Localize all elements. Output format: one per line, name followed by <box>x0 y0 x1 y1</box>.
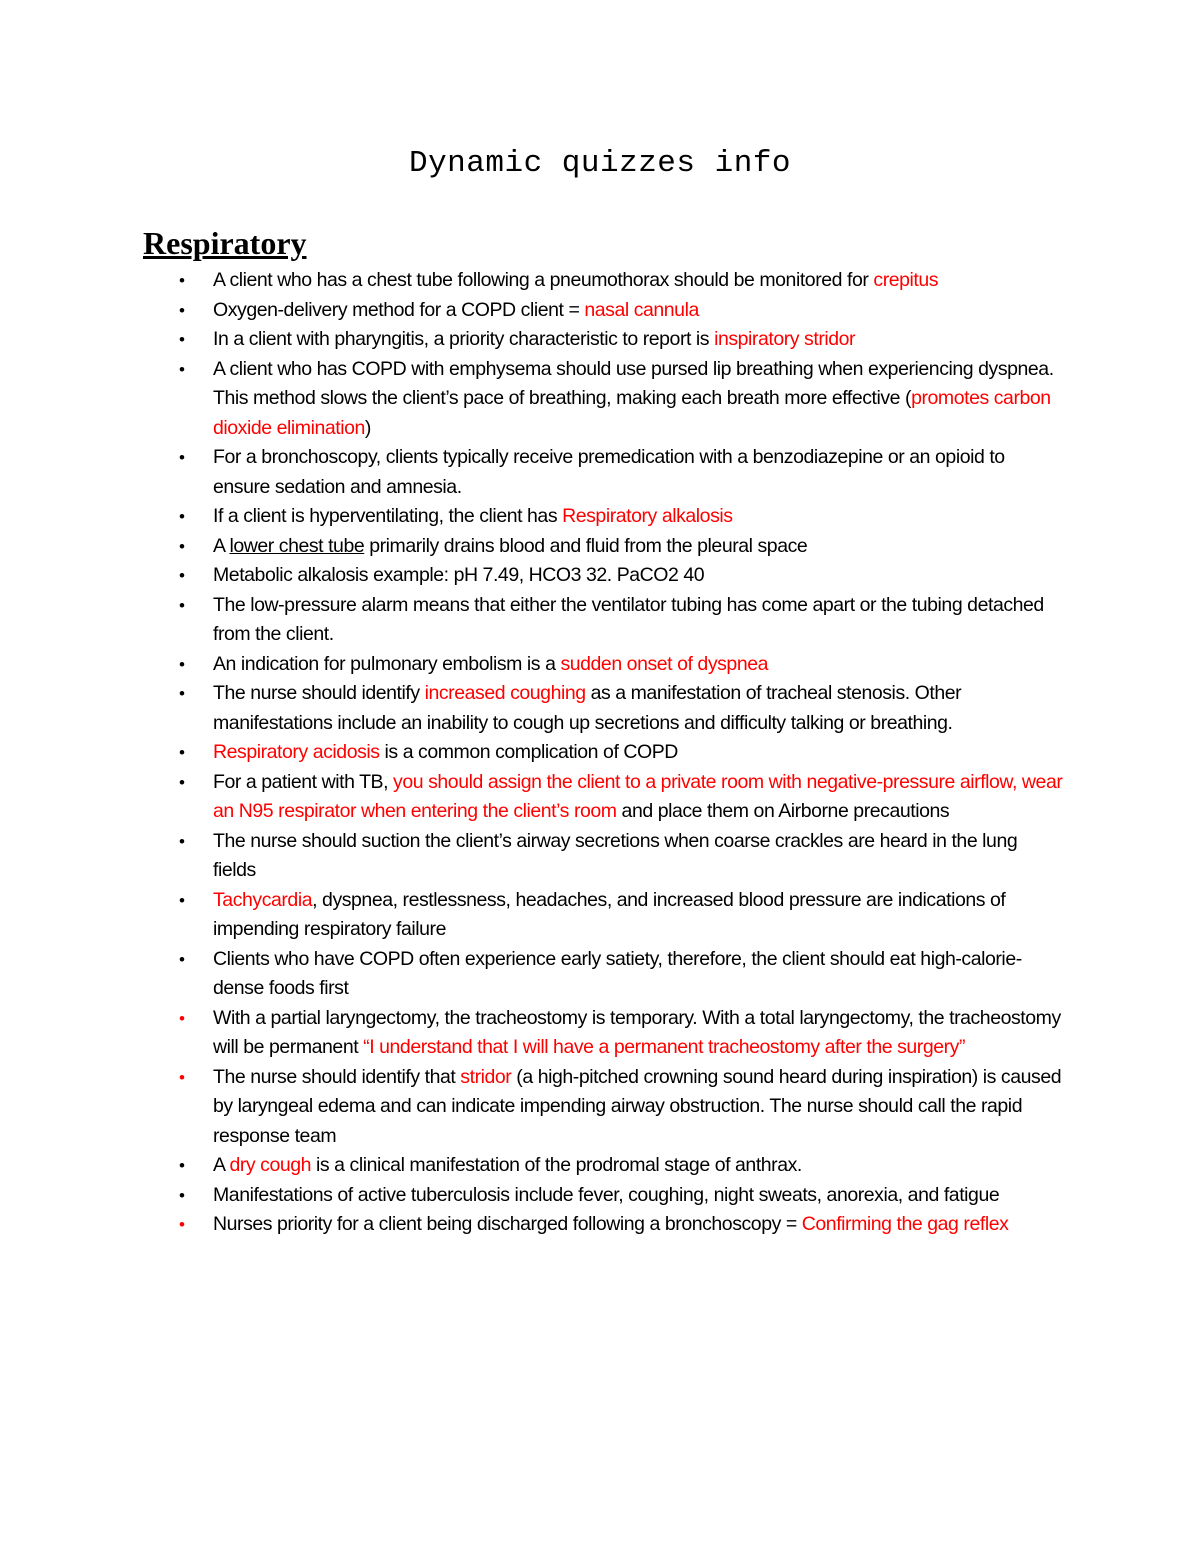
highlighted-text: nasal cannula <box>584 298 699 321</box>
highlighted-text: crepitus <box>873 269 939 291</box>
item-text: A client who has COPD with emphysema should use pursed lip breathing when experiencing dyspnea. This method slows the client’s pace of breathing, making each breath more effective ( <box>213 357 1054 409</box>
highlighted-text: increased coughing <box>424 682 586 704</box>
item-text: For a bronchoscopy, clients typically receive premedication with a benzodiazepine or an opioid to ensure sedation and amnesia. <box>213 446 1005 498</box>
list-item <box>179 1004 1063 1063</box>
item-text: If a client is hyperventilating, the client has <box>213 505 563 527</box>
list-item <box>179 502 1063 532</box>
item-text: Oxygen-delivery method for a COPD client = <box>213 298 585 321</box>
list-item <box>179 355 1063 444</box>
item-text: ) <box>364 416 371 439</box>
item-text: primarily drains blood and fluid from the pleural space <box>364 534 808 557</box>
list-item <box>179 591 1063 650</box>
list-item <box>179 886 1063 945</box>
item-text: The low-pressure alarm means that either the ventilator tubing has come apart or the tubing detached from the client. <box>213 593 1044 645</box>
bullet-icon: • <box>179 566 185 585</box>
item-text: is a common complication of COPD <box>379 741 678 763</box>
list-item <box>179 443 1063 502</box>
bullet-icon: • <box>179 890 185 910</box>
list-item <box>179 768 1063 827</box>
list-item <box>179 325 1063 355</box>
bullet-icon: • <box>179 448 185 467</box>
highlighted-text: Respiratory acidosis <box>213 741 380 763</box>
bullet-icon: • <box>179 772 185 792</box>
highlighted-text: Respiratory alkalosis <box>562 505 733 527</box>
bullet-icon: • <box>179 1156 185 1175</box>
bullet-list <box>179 266 1063 1240</box>
bullet-icon: • <box>179 300 185 320</box>
bullet-icon: • <box>179 684 185 703</box>
item-text: An indication for pulmonary embolism is a <box>213 652 561 675</box>
list-item <box>179 296 1063 326</box>
bullet-icon: • <box>179 507 185 526</box>
list-item <box>179 561 1063 591</box>
highlighted-text: “I understand that I will have a permanent tracheostomy after the surgery” <box>363 1036 966 1058</box>
list-item <box>179 1210 1063 1240</box>
list-item <box>179 827 1063 886</box>
list-item <box>179 738 1063 768</box>
item-text: With a partial laryngectomy, the tracheostomy is temporary. With a total laryngectomy, the tracheostomy will be permanent <box>213 1006 1061 1058</box>
highlighted-text: you should assign the client to a private room with negative-pressure airflow, wear an N95 respirator when entering the client’s room <box>213 770 1063 822</box>
bullet-icon: • <box>179 1215 185 1234</box>
item-text: Manifestations of active tuberculosis include fever, coughing, night sweats, anorexia, and fatigue <box>213 1183 1000 1206</box>
bullet-icon: • <box>179 330 185 349</box>
bullet-icon: • <box>179 595 185 615</box>
bullet-icon: • <box>179 271 185 290</box>
item-text: Clients who have COPD often experience early satiety, therefore, the client should eat high-calorie-dense foods first <box>213 947 1022 999</box>
list-item <box>179 945 1063 1004</box>
highlighted-text: dry cough <box>229 1154 312 1176</box>
list-item <box>179 1181 1063 1211</box>
list-item <box>179 650 1063 680</box>
bullet-icon: • <box>179 1008 185 1028</box>
item-text: (a high-pitched crowning sound heard during inspiration) is caused by laryngeal edema and can indicate impending airway obstruction. The nurse should call the rapid response team <box>213 1065 1062 1147</box>
bullet-icon: • <box>179 831 185 851</box>
item-text: is a clinical manifestation of the prodromal stage of anthrax. <box>311 1154 802 1176</box>
item-text: A <box>213 534 230 557</box>
item-text: , dyspnea, restlessness, headaches, and increased blood pressure are indications of impending respiratory failure <box>213 888 1006 940</box>
list-item <box>179 266 1063 296</box>
item-text: A client who has a chest tube following a pneumothorax should be monitored for <box>213 269 874 291</box>
item-text: A <box>213 1154 230 1176</box>
highlighted-text: sudden onset of dyspnea <box>560 652 769 675</box>
item-text: and place them on Airborne precautions <box>616 800 950 822</box>
item-text: In a client with pharyngitis, a priority characteristic to report is <box>213 328 715 350</box>
item-text: For a patient with TB, <box>213 770 394 793</box>
bullet-icon: • <box>179 743 185 762</box>
list-item <box>179 532 1063 562</box>
list-item <box>179 679 1063 738</box>
highlighted-text: stridor <box>460 1065 512 1088</box>
highlighted-text: promotes carbon dioxide elimination <box>213 387 1051 439</box>
section-heading-respiratory: Respiratory <box>143 225 307 261</box>
underlined-text: lower chest tube <box>229 534 365 557</box>
list-item <box>179 1063 1063 1152</box>
item-text: The nurse should identify that <box>213 1065 461 1088</box>
bullet-icon: • <box>179 1185 185 1205</box>
page-title: Dynamic quizzes info <box>408 146 792 181</box>
highlighted-text: Confirming the gag reflex <box>801 1213 1009 1235</box>
list-item <box>179 1151 1063 1181</box>
item-text: The nurse should suction the client’s airway secretions when coarse crackles are heard in the lung fields <box>213 829 1018 881</box>
highlighted-text: Tachycardia <box>213 888 313 911</box>
bullet-icon: • <box>179 654 185 674</box>
item-text: Metabolic alkalosis example: pH 7.49, HCO3 32. PaCO2 40 <box>213 564 705 586</box>
item-text: Nurses priority for a client being discharged following a bronchoscopy = <box>213 1213 802 1235</box>
bullet-icon: • <box>179 949 185 969</box>
bullet-icon: • <box>179 536 185 556</box>
bullet-icon: • <box>179 1067 185 1087</box>
item-text: The nurse should identify <box>213 682 425 704</box>
bullet-icon: • <box>179 359 185 379</box>
highlighted-text: inspiratory stridor <box>714 328 856 350</box>
item-text: as a manifestation of tracheal stenosis. Other manifestations include an inability to cough up secretions and difficulty talking or breathing. <box>213 682 962 734</box>
